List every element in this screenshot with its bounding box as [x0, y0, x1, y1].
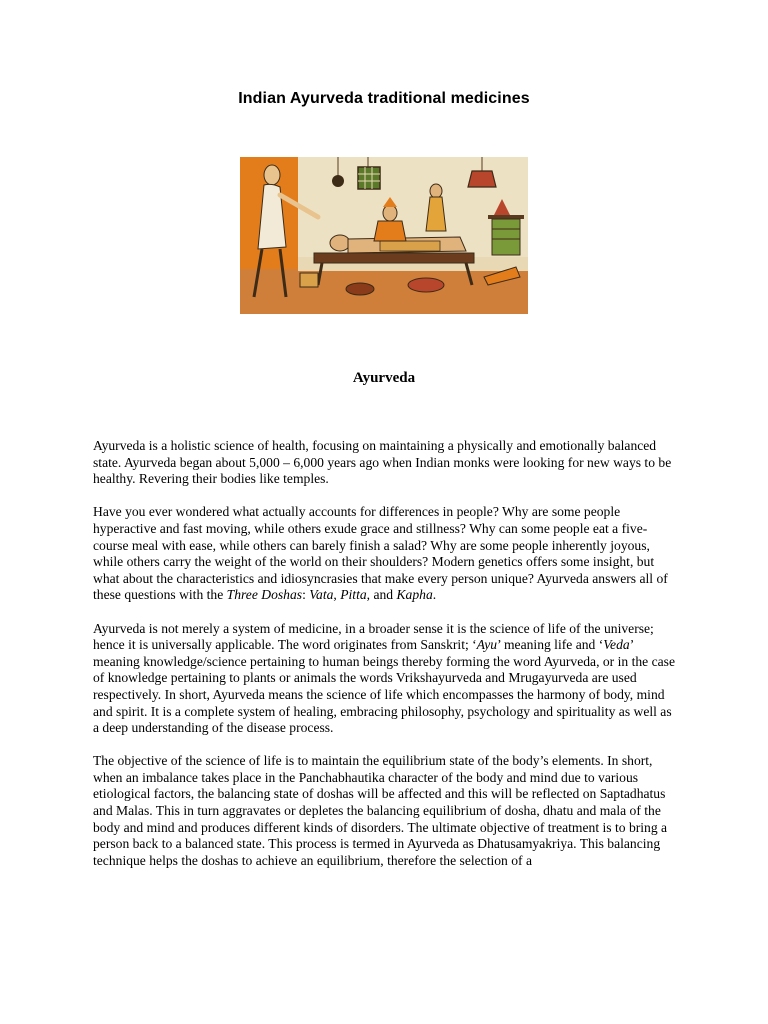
ayurveda-treatment-painting — [240, 157, 528, 314]
section-heading: Ayurveda — [352, 370, 416, 386]
emphasis-three-doshas: Three Doshas — [226, 587, 303, 603]
paragraph-text: ’ meaning life and ‘ — [497, 637, 604, 653]
paragraph-text: ’ meaning knowledge/science pertaining to human beings thereby forming the word Ayurveda, or in the case of knowledge pertaining to plants or animals the words Vrikshayurveda and Mrugayurveda are used respectively. In short, Ayurveda means the science of life which encompasses the harmony of body, mind and spirit. It is a complete system of healing, embracing philosophy, psychology and spirituality as well as a deep understanding of the disease process. — [93, 637, 675, 736]
emphasis-vata: Vata — [309, 587, 334, 603]
separator: , — [333, 587, 341, 603]
page-title: Indian Ayurveda traditional medicines — [238, 90, 530, 107]
paragraph — [93, 504, 678, 604]
emphasis-pitta: Pitta — [340, 587, 367, 603]
paragraph-end: . — [432, 587, 437, 603]
paragraph: Ayurveda is a holistic science of health, focusing on maintaining a physically and emotionally balanced state. Ayurveda began about 5,000 – 6,000 years ago when Indian monks were looking for new ways to be healthy. Revering their bodies like temples. — [93, 438, 672, 487]
emphasis-veda: Veda — [603, 637, 630, 653]
paragraph — [93, 621, 678, 737]
ayurveda-illustration — [240, 157, 528, 314]
paragraph: The objective of the science of life is to maintain the equilibrium state of the body’s elements. In short, when an imbalance takes place in the Panchabhautika character of the body and mind due to various etiological factors, the balancing state of doshas will be affected and this will be reflected on Saptadhatus and Malas. This in turn aggravates or depletes the balancing equilibrium of dosha, dhatu and mala of the body and mind and produces different kinds of disorders. The ultimate objective of treatment is to bring a person back to a balanced state. This process is termed in Ayurveda as Dhatusamyakriya. This balancing technique helps the doshas to achieve an equilibrium, therefore the selection of a — [93, 753, 668, 868]
separator: : — [302, 587, 310, 603]
emphasis-kapha: Kapha — [396, 587, 433, 603]
emphasis-ayu: Ayu — [476, 637, 498, 653]
paragraph-text: Ayurveda is not merely a system of medicine, in a broader sense it is the science of life of the universe; hence it is universally applicable. The word originates from Sanskrit; ‘ — [93, 620, 654, 653]
paragraph-text: Have you ever wondered what actually accounts for differences in people? Why are some people hyperactive and fast moving, while others exude grace and stillness? Why can some people eat a five-course meal with ease, while others can barely finish a salad? Why are some people inherently joyous, while others carry the weight of the world on their shoulders? Modern genetics offers some insight, but what about the characteristics and idiosyncrasies that make every person unique? Ayurveda answers all of these questions with the — [93, 504, 668, 603]
body-text — [93, 438, 678, 886]
separator: , and — [366, 587, 397, 603]
